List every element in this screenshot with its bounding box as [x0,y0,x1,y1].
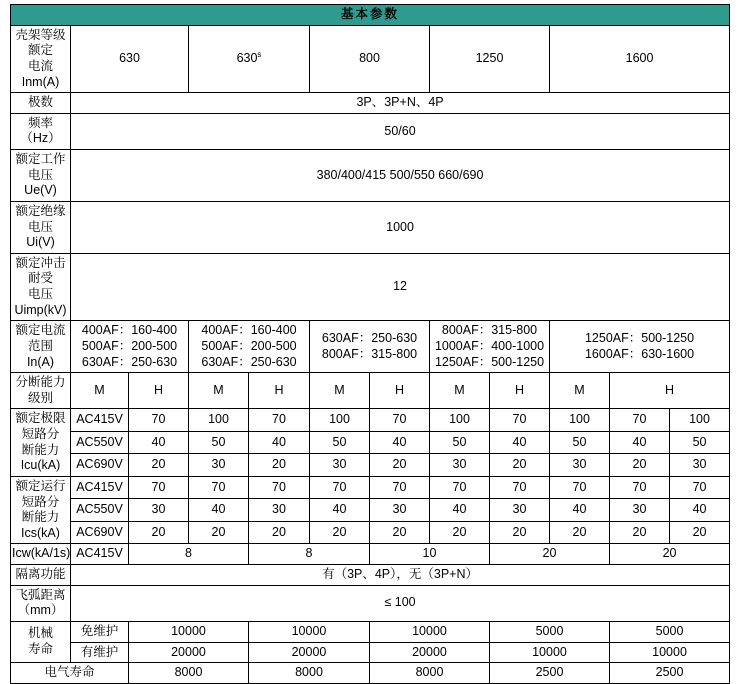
current-range-cell-5: 1250AF：500-1250 1600AF：630-1600 [550,321,730,373]
rated-working-voltage-value: 380/400/415 500/550 660/690 [71,150,730,202]
ics-0-1: 70 [189,476,249,499]
icu-voltage-0: AC415V [71,409,129,432]
table-row [11,373,730,409]
breaking-grade-2: M [189,373,249,409]
icu-2-8: 20 [610,454,670,477]
ics-1-4: 30 [370,499,430,522]
icu-0-5: 100 [430,409,490,432]
row-label-rated-insulation-voltage: 额定绝缘电压 Ui(V) [11,201,71,253]
current-range-cell-1: 400AF：160-400 500AF：200-500 630AF：250-630 [71,321,189,373]
icu-1-6: 40 [490,431,550,454]
ics-2-4: 20 [370,521,430,544]
row-label-electrical-life: 电气寿命 [11,663,129,684]
table-row [11,521,730,544]
ics-2-3: 20 [310,521,370,544]
icu-0-8: 70 [610,409,670,432]
ics-0-8: 70 [610,476,670,499]
ics-1-6: 30 [490,499,550,522]
ics-2-2: 20 [249,521,310,544]
icu-2-6: 20 [490,454,550,477]
table-row [11,253,730,321]
breaking-grade-5: H [370,373,430,409]
icu-2-2: 20 [249,454,310,477]
isolation-value: 有（3P、4P），无（3P+N） [71,565,730,586]
elec-life-3: 8000 [370,663,490,684]
table-row [11,150,730,202]
ics-2-9: 20 [670,521,730,544]
row-label-frequency: 频率（Hz） [11,113,71,149]
icu-1-9: 50 [670,431,730,454]
icu-2-9: 30 [670,454,730,477]
table-row [11,409,730,432]
row-label-rated-working-voltage: 额定工作电压 Ue(V) [11,150,71,202]
ics-2-1: 20 [189,521,249,544]
icu-1-3: 50 [310,431,370,454]
rated-insulation-voltage-value: 1000 [71,201,730,253]
row-label-ics: 额定运行 短路分 断能力 Ics(kA) [11,476,71,544]
table-row [11,113,730,149]
row-label-mechanical-life: 机械 寿命 [11,621,71,662]
ics-0-7: 70 [550,476,610,499]
icu-voltage-2: AC690V [71,454,129,477]
breaking-grade-1: H [129,373,189,409]
icu-1-0: 40 [129,431,189,454]
ics-2-8: 20 [610,521,670,544]
frame-rating-value-3: 800 [310,25,430,93]
superscript-s: s [257,50,262,60]
ics-1-0: 30 [129,499,189,522]
elec-life-5: 2500 [610,663,730,684]
icu-2-1: 30 [189,454,249,477]
current-range-cell-2: 400AF：160-400 500AF：200-500 630AF：250-630 [189,321,310,373]
ics-1-2: 30 [249,499,310,522]
table-row [11,565,730,586]
row-label-rated-current-range: 额定电流范围 In(A) [11,321,71,373]
mech-life-free-2: 10000 [249,621,370,642]
icu-0-2: 70 [249,409,310,432]
row-label-arc-distance: 飞弧距离（mm） [11,585,71,621]
breaking-grade-6: M [430,373,490,409]
icu-0-7: 100 [550,409,610,432]
icu-0-0: 70 [129,409,189,432]
table-row [11,454,730,477]
ics-1-7: 40 [550,499,610,522]
mech-life-maint-4: 10000 [490,642,610,663]
mechanical-life-maintained-label: 有维护 [71,642,129,663]
ics-0-4: 70 [370,476,430,499]
ics-1-8: 30 [610,499,670,522]
ics-0-5: 70 [430,476,490,499]
ics-2-5: 20 [430,521,490,544]
table-row [11,25,730,93]
table-row [11,642,730,663]
mech-life-maint-5: 10000 [610,642,730,663]
ics-1-1: 40 [189,499,249,522]
current-range-cell-4: 800AF：315-800 1000AF：400-1000 1250AF：500-1250 [430,321,550,373]
ics-1-5: 40 [430,499,490,522]
row-label-icu: 额定极限 短路分 断能力 Icu(kA) [11,409,71,477]
table-row [11,621,730,642]
breaking-grade-3: H [249,373,310,409]
icu-1-4: 40 [370,431,430,454]
icu-1-2: 40 [249,431,310,454]
breaking-grade-9: H [610,373,730,409]
ics-2-6: 20 [490,521,550,544]
icu-0-6: 70 [490,409,550,432]
ics-voltage-0: AC415V [71,476,129,499]
icu-2-0: 20 [129,454,189,477]
elec-life-4: 2500 [490,663,610,684]
mech-life-free-5: 5000 [610,621,730,642]
ics-0-2: 70 [249,476,310,499]
breaking-grade-8: M [550,373,610,409]
icw-value-4: 20 [490,544,610,565]
row-label-frame-rating: 壳架等级额定 电流 Inm(A) [11,25,71,93]
icu-2-5: 30 [430,454,490,477]
icw-value-3: 10 [370,544,490,565]
icw-value-5: 20 [610,544,730,565]
ics-voltage-2: AC690V [71,521,129,544]
arc-distance-value: ≤ 100 [71,585,730,621]
row-label-rated-impulse-voltage: 额定冲击耐受 电压 Uimp(kV) [11,253,71,321]
mech-life-maint-3: 20000 [370,642,490,663]
ics-voltage-1: AC550V [71,499,129,522]
rated-impulse-voltage-value: 12 [71,253,730,321]
table-row [11,93,730,114]
frame-rating-value-4: 1250 [430,25,550,93]
table-row [11,544,730,565]
breaking-grade-7: H [490,373,550,409]
icu-2-7: 30 [550,454,610,477]
row-label-isolation: 隔离功能 [11,565,71,586]
row-label-poles: 极数 [11,93,71,114]
table-row [11,201,730,253]
icu-1-1: 50 [189,431,249,454]
icu-0-4: 70 [370,409,430,432]
mech-life-maint-2: 20000 [249,642,370,663]
ics-0-6: 70 [490,476,550,499]
icu-0-9: 100 [670,409,730,432]
ics-1-9: 40 [670,499,730,522]
icw-value-2: 8 [249,544,370,565]
icu-2-3: 30 [310,454,370,477]
icu-1-8: 40 [610,431,670,454]
row-label-breaking-grade: 分断能力级别 [11,373,71,409]
ics-1-3: 40 [310,499,370,522]
ics-0-0: 70 [129,476,189,499]
table-row [11,476,730,499]
icu-voltage-1: AC550V [71,431,129,454]
icw-value-1: 8 [129,544,249,565]
page-title: 基本参数 [11,5,730,26]
table-row [11,321,730,373]
table-title-row [11,5,730,26]
icu-0-3: 100 [310,409,370,432]
frame-rating-value-2: 630$^s$ [189,25,310,93]
frame-rating-value-1: 630 [71,25,189,93]
mech-life-free-1: 10000 [129,621,249,642]
breaking-grade-0: M [71,373,129,409]
poles-value: 3P、3P+N、4P [71,93,730,114]
icu-2-4: 20 [370,454,430,477]
icw-voltage: AC415V [71,544,129,565]
ics-2-7: 20 [550,521,610,544]
frequency-value: 50/60 [71,113,730,149]
ics-2-0: 20 [129,521,189,544]
elec-life-2: 8000 [249,663,370,684]
ics-0-9: 70 [670,476,730,499]
icu-1-5: 50 [430,431,490,454]
mech-life-free-4: 5000 [490,621,610,642]
current-range-cell-3: 630AF：250-630 800AF：315-800 [310,321,430,373]
icu-0-1: 100 [189,409,249,432]
mech-life-free-3: 10000 [370,621,490,642]
elec-life-1: 8000 [129,663,249,684]
breaking-grade-4: M [310,373,370,409]
specification-table [10,4,730,684]
table-row [11,663,730,684]
mechanical-life-maintenance-free-label: 免维护 [71,621,129,642]
table-row [11,499,730,522]
frame-rating-value-5: 1600 [550,25,730,93]
icu-1-7: 50 [550,431,610,454]
table-row [11,585,730,621]
ics-0-3: 70 [310,476,370,499]
mech-life-maint-1: 20000 [129,642,249,663]
row-label-icw: Icw(kA/1s) [11,544,71,565]
table-row [11,431,730,454]
